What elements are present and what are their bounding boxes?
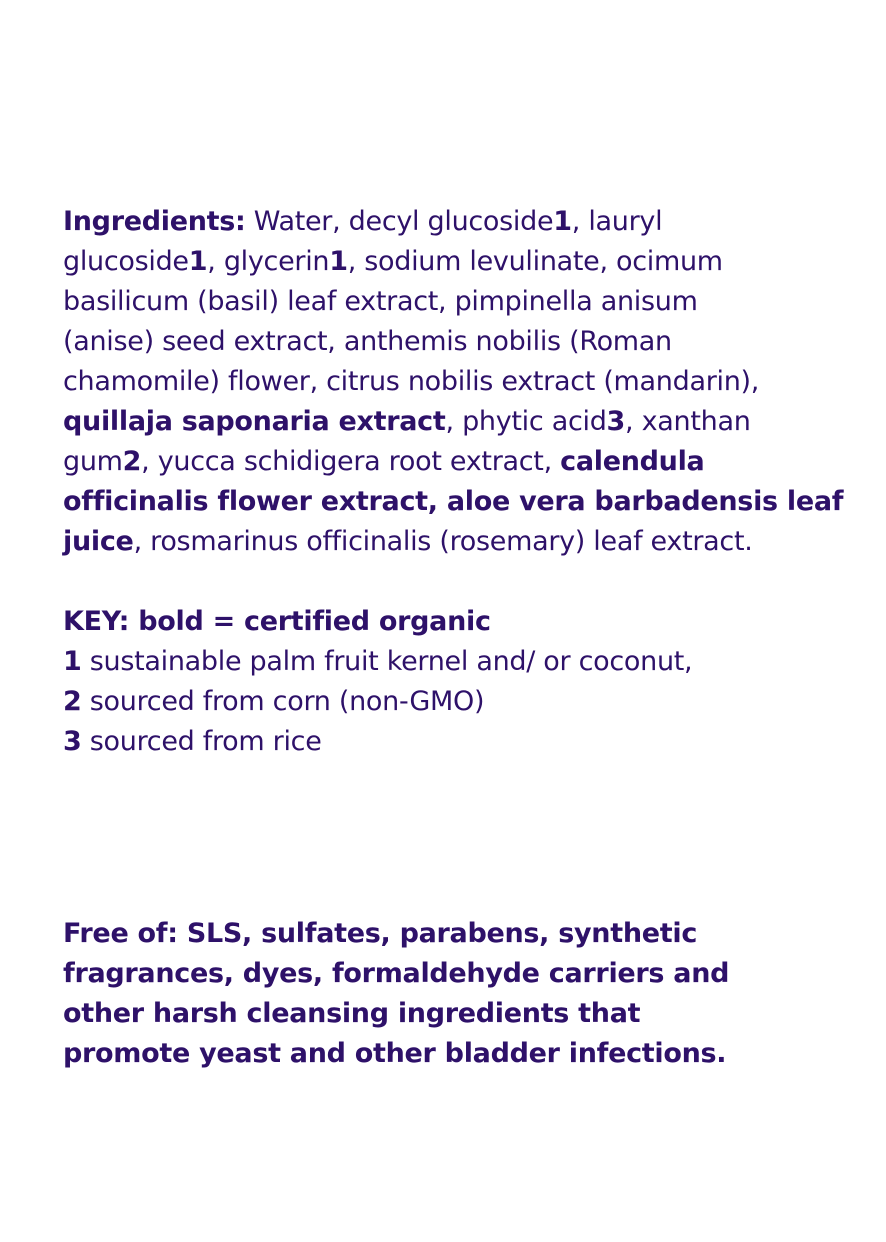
key-legend: [63, 602, 863, 762]
ingredients-paragraph: [63, 202, 863, 562]
key-item-text: sourced from corn (non-GMO): [81, 686, 485, 717]
ingredient-text-bold: 1: [553, 206, 572, 237]
ingredient-text-bold: 2: [122, 446, 142, 477]
free-of-line: other harsh cleansing ingredients that: [63, 998, 641, 1029]
key-item-number: 1: [63, 646, 82, 677]
free-of-line: Free of: SLS, sulfates, parabens, synthetic: [63, 918, 698, 949]
ingredient-text-bold: juice: [63, 526, 134, 557]
ingredient-text: , lauryl: [571, 206, 663, 237]
free-of-line: promote yeast and other bladder infections.: [63, 1038, 727, 1069]
key-item-number: 3: [63, 726, 82, 757]
ingredient-text: Water, decyl glucoside: [245, 206, 554, 237]
key-heading: KEY: bold = certified organic: [63, 606, 491, 637]
ingredients-line: [63, 402, 863, 442]
ingredients-line: [63, 482, 863, 522]
ingredients-line: [63, 522, 863, 562]
ingredient-text: basilicum (basil) leaf extract, pimpinella anisum: [63, 286, 698, 317]
ingredient-text-bold: Ingredients:: [63, 206, 246, 237]
key-item-text: sustainable palm fruit kernel and/ or coconut,: [81, 646, 693, 677]
free-of-statement: [63, 914, 863, 1074]
ingredients-line: [63, 322, 863, 362]
ingredient-text: , rosmarinus officinalis (rosemary) leaf extract.: [133, 526, 753, 557]
ingredients-line: [63, 282, 863, 322]
key-item: [63, 722, 863, 762]
key-item-text: sourced from rice: [81, 726, 322, 757]
ingredients-line: [63, 242, 863, 282]
key-item: [63, 642, 863, 682]
ingredient-text: , phytic acid: [445, 406, 607, 437]
ingredient-text-bold: quillaja saponaria extract: [63, 406, 446, 437]
ingredients-line: [63, 202, 863, 242]
ingredient-text-bold: 1: [188, 246, 208, 277]
ingredient-text: gum: [63, 446, 123, 477]
ingredient-text-bold: 1: [329, 246, 348, 277]
ingredient-text-bold: 3: [606, 406, 626, 437]
ingredient-text: , glycerin: [207, 246, 330, 277]
ingredient-text: glucoside: [63, 246, 189, 277]
ingredient-text-bold: officinalis flower extract, aloe vera barbadensis leaf: [63, 486, 844, 517]
ingredient-text: , sodium levulinate, ocimum: [347, 246, 723, 277]
ingredients-line: [63, 362, 863, 402]
ingredients-line: [63, 442, 863, 482]
ingredient-text: chamomile) flower, citrus nobilis extract (mandarin),: [63, 366, 760, 397]
key-item-number: 2: [63, 686, 82, 717]
key-item: [63, 682, 863, 722]
ingredient-text: , xanthan: [625, 406, 751, 437]
ingredient-text: , yucca schidigera root extract,: [141, 446, 561, 477]
free-of-line: fragrances, dyes, formaldehyde carriers and: [63, 958, 730, 989]
ingredient-text-bold: calendula: [560, 446, 705, 477]
ingredient-text: (anise) seed extract, anthemis nobilis (Roman: [63, 326, 672, 357]
